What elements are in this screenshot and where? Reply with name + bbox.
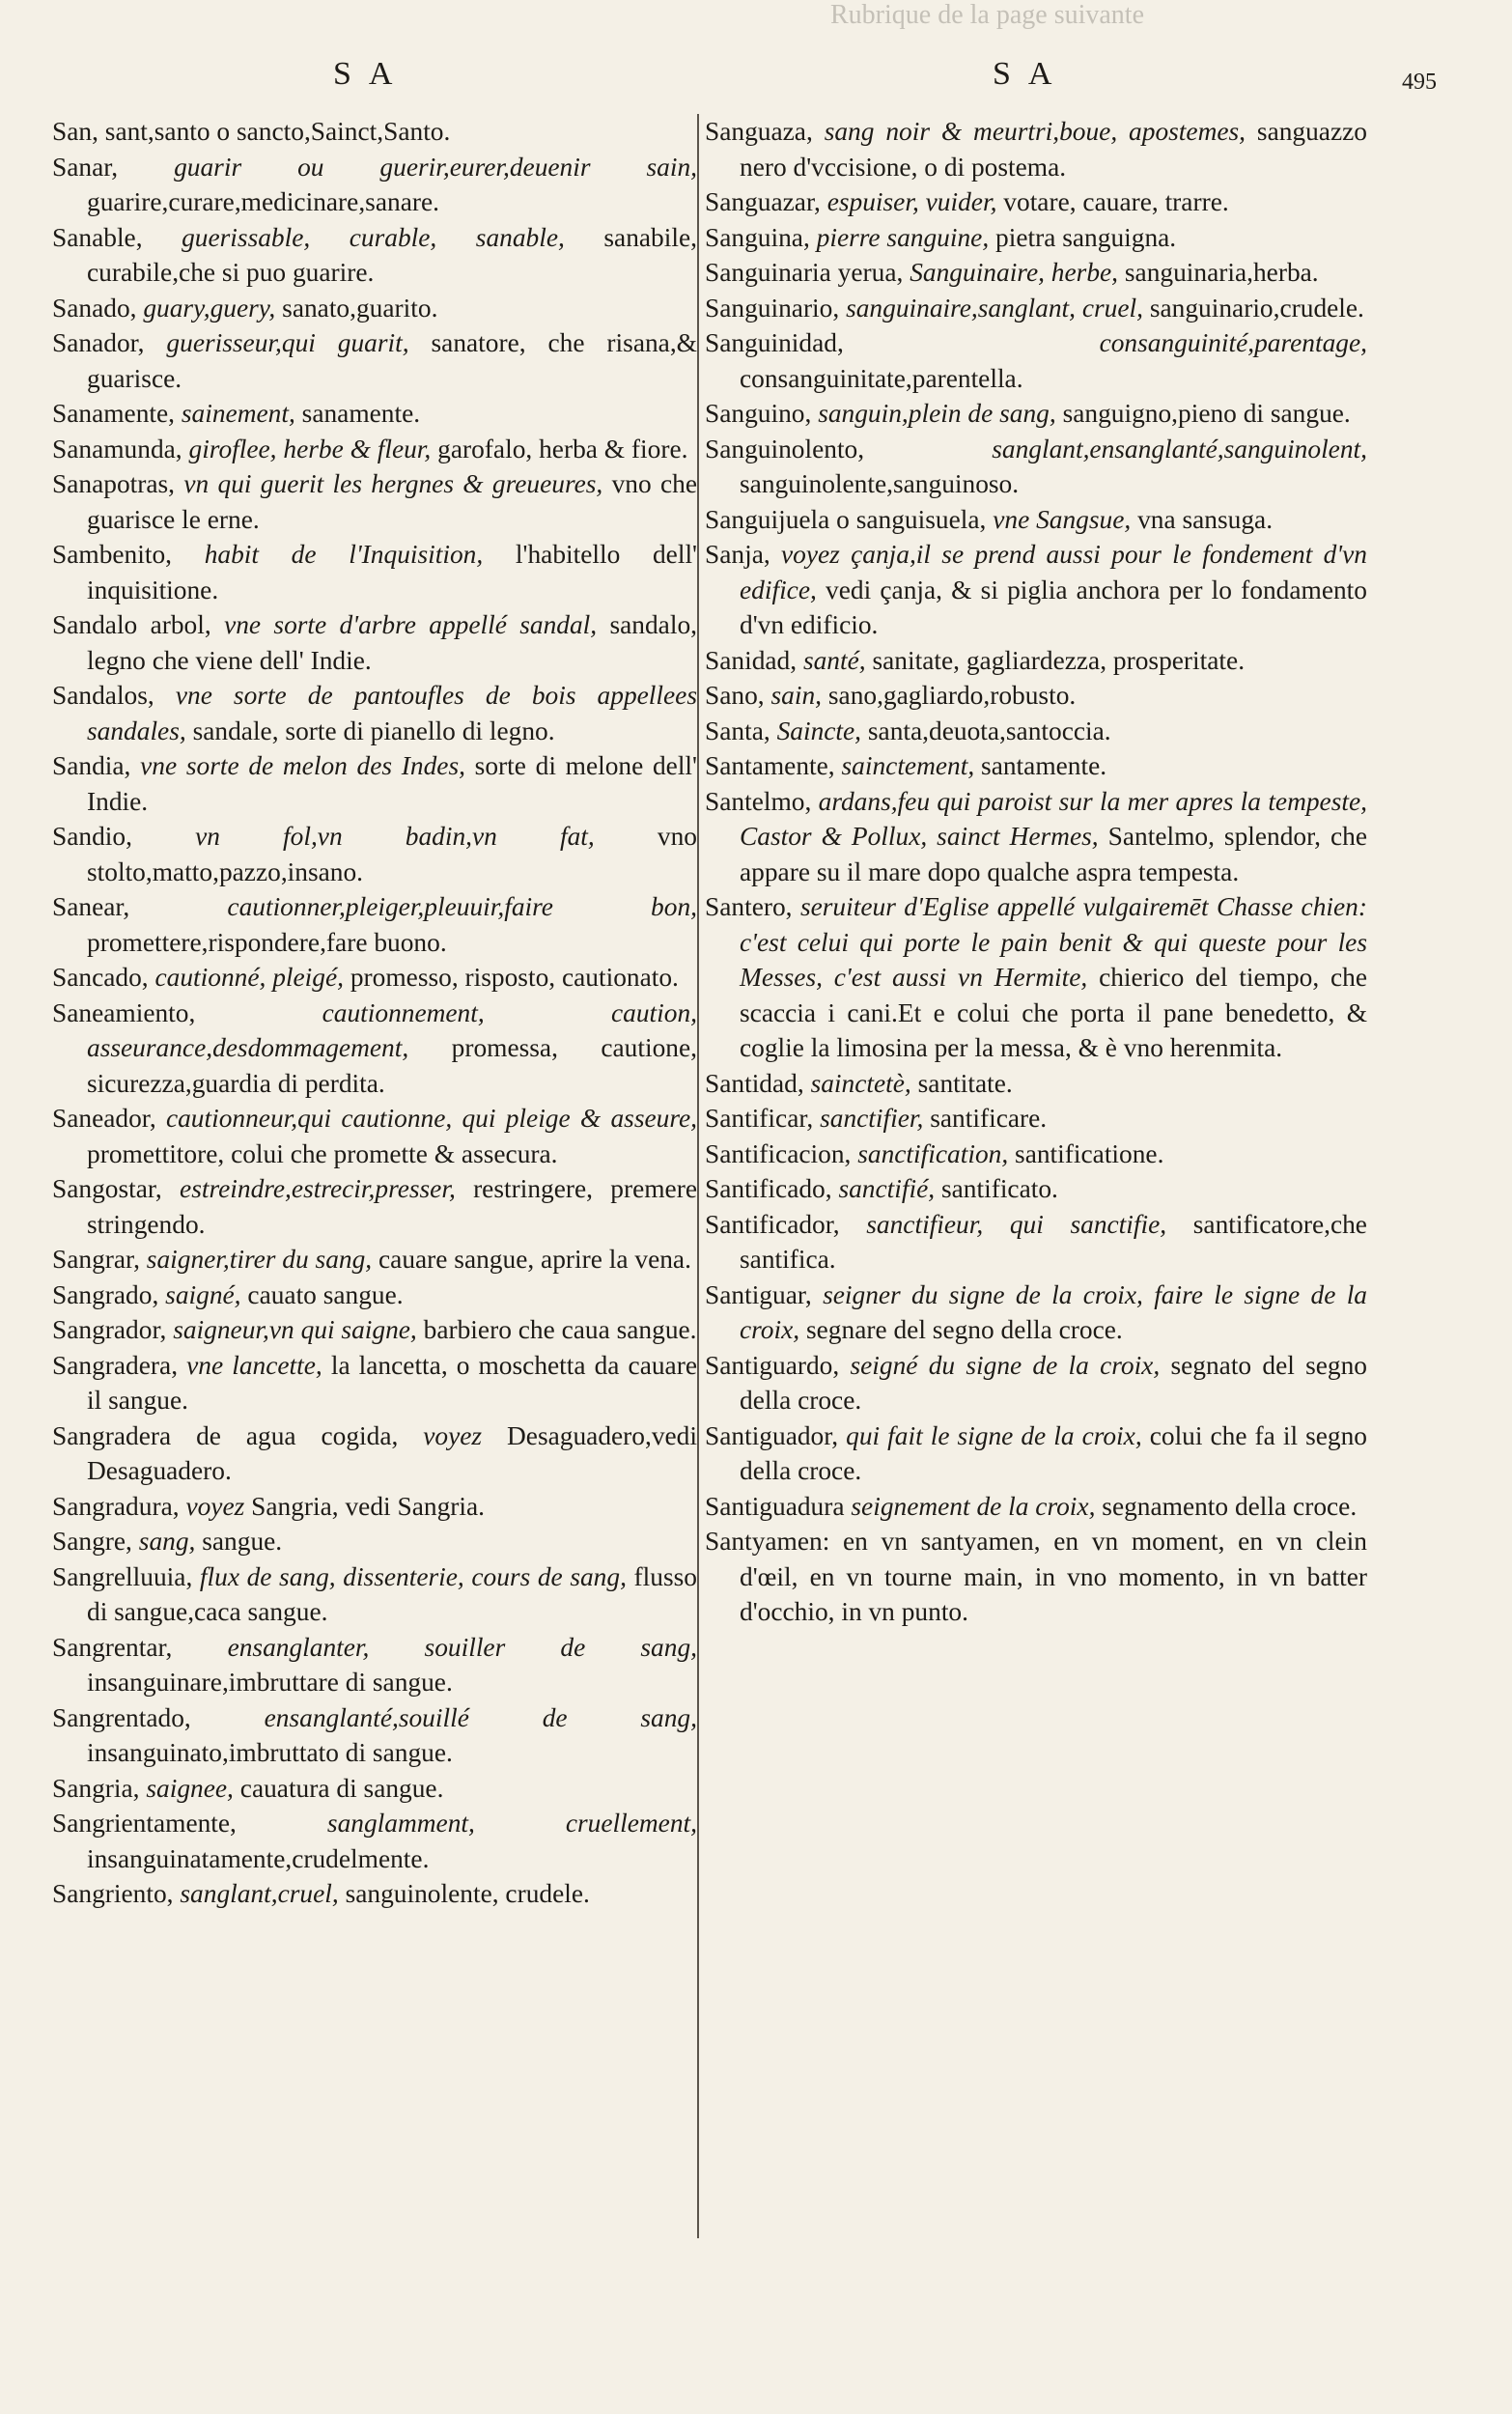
headword: Santiguar, <box>705 1279 812 1309</box>
french-gloss: ensanglanté,souillé de sang, <box>264 1702 697 1732</box>
dictionary-entry <box>705 184 1367 220</box>
italian-gloss: insanguinare,imbruttare di sangue. <box>87 1668 453 1697</box>
headword: Sanguinidad, <box>705 328 844 357</box>
headword: San, <box>52 117 98 146</box>
italian-gloss: flusso di sangue,caca sangue. <box>87 1561 697 1626</box>
dictionary-entry <box>705 1348 1367 1418</box>
french-gloss: pierre sanguine, <box>816 222 990 252</box>
italian-gloss: votare, cauare, trarre. <box>1003 187 1229 216</box>
french-gloss: cautionneur,qui cautionne, qui pleige & asseure, <box>165 1104 697 1133</box>
dictionary-entry <box>705 643 1367 679</box>
french-gloss: sanctifier, <box>820 1104 924 1133</box>
dictionary-entry <box>705 889 1367 1066</box>
headword: Sambenito, <box>52 540 173 569</box>
french-gloss: voyez <box>185 1491 245 1521</box>
headword: Sano, <box>705 681 765 710</box>
dictionary-entry <box>52 150 697 220</box>
italian-gloss: Desaguadero,vedi Desaguadero. <box>87 1420 697 1485</box>
dictionary-entry <box>705 220 1367 256</box>
dictionary-entry <box>52 220 697 291</box>
italian-gloss: sanguinolente, crudele. <box>345 1879 590 1908</box>
italian-gloss: sano,gagliardo,robusto. <box>827 681 1077 710</box>
headword: Sangradera, <box>52 1350 179 1380</box>
headword: Santificacion, <box>705 1138 852 1168</box>
french-gloss: guerissable, curable, sanable, <box>182 222 565 252</box>
headword: Sanable, <box>52 222 143 252</box>
dictionary-entry <box>52 396 697 432</box>
italian-gloss: en vn santyamen, en vn moment, en vn clein d'œil, en vn tourne main, in vno momento, in vn batter d'occhio, in vn punto. <box>740 1527 1367 1626</box>
dictionary-entry <box>52 748 697 819</box>
dictionary-entry <box>705 1524 1367 1630</box>
headword: Sangrado, <box>52 1279 159 1309</box>
headword: Sangradura, <box>52 1491 180 1521</box>
headword: Sandalo arbol, <box>52 610 211 639</box>
french-gloss: Sanguinaire, herbe, <box>910 258 1119 287</box>
headword: Santamente, <box>705 751 835 780</box>
italian-gloss: santitate. <box>917 1068 1013 1098</box>
headword: Sanguinario, <box>705 293 840 323</box>
dictionary-entry <box>52 114 697 150</box>
dictionary-entry <box>52 1876 697 1912</box>
french-gloss: vn fol,vn badin,vn fat, <box>195 822 595 851</box>
dictionary-entry <box>52 1806 697 1876</box>
headword: Santificador, <box>705 1209 840 1239</box>
italian-gloss: Sangria, vedi Sangria. <box>251 1491 486 1521</box>
headword: Santificado, <box>705 1174 832 1203</box>
headword: Sangriento, <box>52 1879 174 1908</box>
french-gloss: vne sorte de pantoufles de bois appellees sandales, <box>87 681 697 745</box>
dictionary-entry <box>705 1207 1367 1277</box>
dictionary-entry <box>52 1242 697 1277</box>
french-gloss: sang, <box>138 1527 196 1556</box>
dictionary-entry <box>52 1771 697 1807</box>
italian-gloss: cauare sangue, aprire la vena. <box>378 1245 691 1274</box>
headword: Sanador, <box>52 328 145 357</box>
italian-gloss: sangue. <box>202 1527 283 1556</box>
italian-gloss: segnare del segno della croce. <box>805 1315 1123 1344</box>
dictionary-entry <box>705 1101 1367 1137</box>
headword: Santyamen: <box>705 1527 830 1556</box>
dictionary-entry <box>705 1066 1367 1102</box>
french-gloss: seignement de la croix, <box>851 1491 1096 1521</box>
italian-gloss: sant,santo o sancto,Sainct,Santo. <box>104 117 451 146</box>
headword: Sangrentar, <box>52 1632 173 1662</box>
french-gloss: giroflee, herbe & fleur, <box>188 434 432 463</box>
french-gloss: sanglant,ensanglanté,sanguinolent, <box>992 434 1367 463</box>
french-gloss: santé, <box>802 645 866 675</box>
page-number: 495 <box>1402 70 1437 95</box>
italian-gloss: promettere,rispondere,fare buono. <box>87 927 447 957</box>
dictionary-entry <box>52 291 697 326</box>
italian-gloss: vno che guarisce le erne. <box>87 469 697 534</box>
dictionary-entry <box>52 1524 697 1559</box>
french-gloss: sanglant,cruel, <box>180 1879 339 1908</box>
headword: Sanguinolento, <box>705 434 865 463</box>
dictionary-entry <box>52 432 697 467</box>
column-rule <box>697 114 699 2238</box>
headword: Sangria, <box>52 1773 140 1803</box>
french-gloss: seruiteur d'Eglise appellé vulgairemēt Chasse chien: c'est celui qui porte le pain benit & qui queste pour les Messes, c'est aussi vn Hermite, <box>740 892 1367 992</box>
headword: Sangostar, <box>52 1174 162 1203</box>
french-gloss: qui fait le signe de la croix, <box>846 1420 1142 1450</box>
dictionary-entry <box>52 607 697 678</box>
italian-gloss: promesso, risposto, cautionato. <box>350 963 679 992</box>
dictionary-entry <box>705 537 1367 643</box>
italian-gloss: pietra sanguigna. <box>995 222 1177 252</box>
french-gloss: ensanglanter, souiller de sang, <box>227 1632 697 1662</box>
italian-gloss: sanato,guarito. <box>282 293 438 323</box>
dictionary-entry <box>52 1489 697 1525</box>
headword: Sanamente, <box>52 399 176 428</box>
french-gloss: espuiser, vuider, <box>826 187 997 216</box>
dictionary-entry <box>52 1418 697 1489</box>
headword: Santelmo, <box>705 786 812 816</box>
dictionary-entry <box>52 1312 697 1348</box>
headword: Sanguino, <box>705 399 812 428</box>
french-gloss: seigner du signe de la croix, faire le signe de la croix, <box>740 1279 1367 1344</box>
dictionary-entry <box>52 1277 697 1313</box>
headword: Sanear, <box>52 892 130 921</box>
italian-gloss: sandalo, legno che viene dell' Indie. <box>87 610 697 675</box>
italian-gloss: santificatore,che santifica. <box>740 1209 1367 1274</box>
french-gloss: flux de sang, dissenterie, cours de sang, <box>199 1561 627 1591</box>
italian-gloss: sanitate, gagliardezza, prosperitate. <box>872 645 1246 675</box>
dictionary-entry <box>52 1171 697 1242</box>
french-gloss: consanguinité,parentage, <box>1099 328 1367 357</box>
dictionary-entry <box>705 432 1367 502</box>
dictionary-entry <box>705 502 1367 538</box>
french-gloss: saignee, <box>146 1773 234 1803</box>
headword: Sanamunda, <box>52 434 182 463</box>
french-gloss: saigné, <box>165 1279 241 1309</box>
headword: Sanguazar, <box>705 187 821 216</box>
headword: Saneamiento, <box>52 997 196 1027</box>
dictionary-entry <box>705 1277 1367 1348</box>
french-gloss: sanguinaire,sanglant, cruel, <box>846 293 1143 323</box>
dictionary-entry <box>705 678 1367 714</box>
headword: Sanado, <box>52 293 137 323</box>
french-gloss: guarir ou guerir,eurer,deuenir sain, <box>174 152 697 182</box>
french-gloss: voyez çanja,il se prend aussi pour le fondement d'vn edifice, <box>740 540 1367 604</box>
italian-gloss: cauato sangue. <box>247 1279 404 1309</box>
headword: Sanidad, <box>705 645 798 675</box>
french-gloss: sainement, <box>181 399 295 428</box>
headword: Sandia, <box>52 751 131 780</box>
french-gloss: vn qui guerit les hergnes & greueures, <box>183 469 603 498</box>
headword: Sanapotras, <box>52 469 176 498</box>
dictionary-entry <box>52 466 697 537</box>
italian-gloss: cauatura di sangue. <box>239 1773 444 1803</box>
italian-gloss: vedi çanja, & si piglia anchora per lo fondamento d'vn edificio. <box>740 575 1367 639</box>
left-column <box>52 114 697 1912</box>
headword: Santidad, <box>705 1068 804 1098</box>
headword: Sandio, <box>52 822 132 851</box>
dictionary-entry <box>705 1137 1367 1172</box>
right-column <box>705 114 1367 1630</box>
dictionary-entry <box>705 1418 1367 1489</box>
italian-gloss: sanguazzo nero d'vccisione, o di postema. <box>740 117 1367 182</box>
french-gloss: guerisseur,qui guarit, <box>166 328 409 357</box>
headword: Sancado, <box>52 963 149 992</box>
dictionary-entry <box>52 996 697 1102</box>
french-gloss: habit de l'Inquisition, <box>204 540 484 569</box>
dictionary-entry <box>705 1489 1367 1525</box>
italian-gloss: segnamento della croce. <box>1102 1491 1358 1521</box>
dictionary-entry <box>52 960 697 996</box>
headword: Sangrentado, <box>52 1702 191 1732</box>
headword: Santiguardo, <box>705 1350 840 1380</box>
dictionary-entry <box>705 114 1367 184</box>
french-gloss: seigné du signe de la croix, <box>850 1350 1161 1380</box>
french-gloss: vne lancette, <box>186 1350 322 1380</box>
italian-gloss: guarire,curare,medicinare,sanare. <box>87 187 439 216</box>
headword: Sanguina, <box>705 222 810 252</box>
french-gloss: sang noir & meurtri,boue, apostemes, <box>824 117 1246 146</box>
dictionary-entry <box>705 1171 1367 1207</box>
french-gloss: estreindre,estrecir,presser, <box>180 1174 456 1203</box>
dictionary-entry <box>52 819 697 889</box>
dictionary-entry <box>52 1101 697 1171</box>
french-gloss: saigner,tirer du sang, <box>146 1245 373 1274</box>
dictionary-entry <box>52 1700 697 1771</box>
italian-gloss: sanguinolente,sanguinoso. <box>740 469 1020 498</box>
dictionary-entry <box>52 1348 697 1418</box>
headword: Sangre, <box>52 1527 132 1556</box>
french-gloss: saigneur,vn qui saigne, <box>173 1315 417 1344</box>
italian-gloss: colui che fa il segno della croce. <box>740 1420 1367 1485</box>
italian-gloss: restringere, premere stringendo. <box>87 1174 697 1239</box>
headword: Sangradera de agua cogida, <box>52 1420 399 1450</box>
french-gloss: cautionné, pleigé, <box>154 963 344 992</box>
headword: Sangrientamente, <box>52 1809 237 1838</box>
bleed-through-text: Rubrique de la page suivante <box>830 0 1145 30</box>
dictionary-entry <box>705 784 1367 890</box>
dictionary-entry <box>52 325 697 396</box>
italian-gloss: sanabile, curabile,che si puo guarire. <box>87 222 697 287</box>
headword: Santiguadura <box>705 1491 845 1521</box>
french-gloss: cautionnement, caution, asseurance,desdommagement, <box>87 997 697 1062</box>
running-head-left: SA <box>333 56 410 92</box>
dictionary-entry <box>52 1630 697 1700</box>
italian-gloss: insanguinatamente,crudelmente. <box>87 1843 430 1873</box>
italian-gloss: vno stolto,matto,pazzo,insano. <box>87 822 697 886</box>
running-head-right: SA <box>993 56 1070 92</box>
italian-gloss: chierico del tiempo, che scaccia i cani.Et e colui che porta il pane benedetto, & coglie la limosina per la messa, & è vno herenmita. <box>740 963 1367 1062</box>
italian-gloss: sanatore, che risana,& guarisce. <box>87 328 697 393</box>
italian-gloss: sanguigno,pieno di sangue. <box>1062 399 1351 428</box>
french-gloss: ardans,feu qui paroist sur la mer apres la tempeste, Castor & Pollux, sainct Hermes, <box>740 786 1367 851</box>
dictionary-entry <box>52 889 697 960</box>
italian-gloss: sanguinario,crudele. <box>1149 293 1364 323</box>
italian-gloss: insanguinato,imbruttato di sangue. <box>87 1738 453 1767</box>
french-gloss: sanguin,plein de sang, <box>818 399 1056 428</box>
headword: Sanar, <box>52 152 119 182</box>
headword: Sangrador, <box>52 1315 167 1344</box>
french-gloss: vne Sangsue, <box>993 504 1132 534</box>
headword: Sanja, <box>705 540 770 569</box>
italian-gloss: promessa, cautione, sicurezza,guardia di perdita. <box>87 1033 697 1098</box>
italian-gloss: consanguinitate,parentella. <box>740 363 1023 393</box>
italian-gloss: santificare. <box>930 1104 1048 1133</box>
italian-gloss: santa,deuota,santoccia. <box>867 716 1111 745</box>
italian-gloss: garofalo, herba & fiore. <box>437 434 688 463</box>
italian-gloss: sanguinaria,herba. <box>1124 258 1319 287</box>
italian-gloss: santificato. <box>940 1174 1058 1203</box>
italian-gloss: sanamente. <box>301 399 421 428</box>
italian-gloss: barbiero che caua sangue. <box>423 1315 697 1344</box>
dictionary-entry <box>52 1559 697 1630</box>
italian-gloss: l'habitello dell' inquisitione. <box>87 540 697 604</box>
dictionary-entry <box>705 325 1367 396</box>
italian-gloss: sandale, sorte di pianello di legno. <box>192 716 555 745</box>
headword: Sangrar, <box>52 1245 140 1274</box>
italian-gloss: santamente. <box>981 751 1107 780</box>
headword: Santificar, <box>705 1104 814 1133</box>
headword: Sanguaza, <box>705 117 813 146</box>
italian-gloss: segnato del segno della croce. <box>740 1350 1367 1415</box>
french-gloss: Saincte, <box>776 716 862 745</box>
headword: Sangrelluuia, <box>52 1561 193 1591</box>
italian-gloss: vna sansuga. <box>1137 504 1274 534</box>
dictionary-entry <box>705 396 1367 432</box>
french-gloss: sainctetè, <box>810 1068 911 1098</box>
dictionary-entry <box>705 255 1367 291</box>
french-gloss: sanctification, <box>857 1138 1009 1168</box>
italian-gloss: santificatione. <box>1015 1138 1164 1168</box>
dictionary-entry <box>52 678 697 748</box>
french-gloss: cautionner,pleiger,pleuuir,faire bon, <box>227 892 697 921</box>
italian-gloss: sorte di melone dell' Indie. <box>87 751 697 816</box>
french-gloss: sanctifieur, qui sanctifie, <box>866 1209 1167 1239</box>
french-gloss: sanglamment, cruellement, <box>326 1809 697 1838</box>
dictionary-entry <box>705 748 1367 784</box>
french-gloss: sain, <box>770 681 823 710</box>
italian-gloss: promettitore, colui che promette & assecura. <box>87 1138 558 1168</box>
italian-gloss: Santelmo, splendor, che appare su il mare dopo qualche aspra tempesta. <box>740 822 1367 886</box>
headword: Saneador, <box>52 1104 156 1133</box>
dictionary-entry <box>52 537 697 607</box>
french-gloss: sanctifié, <box>838 1174 936 1203</box>
headword: Santa, <box>705 716 770 745</box>
french-gloss: vne sorte de melon des Indes, <box>140 751 465 780</box>
dictionary-entry <box>705 714 1367 749</box>
dictionary-entry <box>705 291 1367 326</box>
french-gloss: guary,guery, <box>143 293 276 323</box>
italian-gloss: la lancetta, o moschetta da cauare il sangue. <box>87 1350 697 1415</box>
headword: Sandalos, <box>52 681 154 710</box>
french-gloss: vne sorte d'arbre appellé sandal, <box>224 610 598 639</box>
headword: Santero, <box>705 892 793 921</box>
headword: Sanguijuela o sanguisuela, <box>705 504 987 534</box>
headword: Santiguador, <box>705 1420 839 1450</box>
headword: Sanguinaria yerua, <box>705 258 904 287</box>
french-gloss: sainctement, <box>841 751 975 780</box>
french-gloss: voyez <box>423 1420 483 1450</box>
